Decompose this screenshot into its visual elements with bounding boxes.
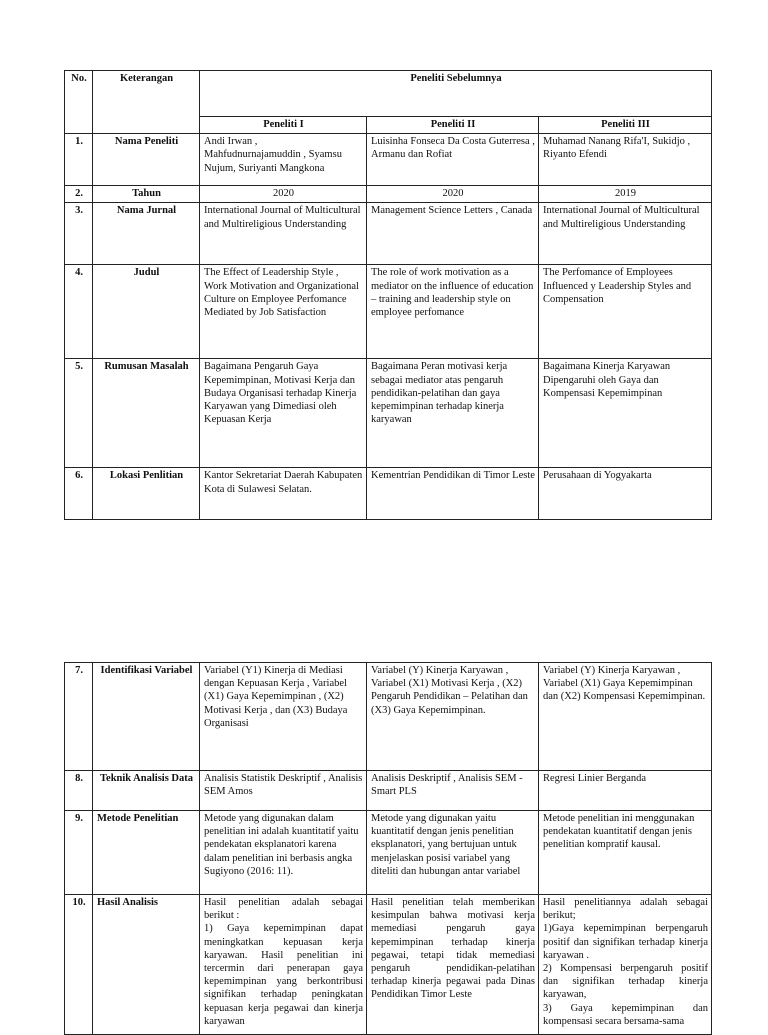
cell-peneliti-1: The Effect of Leadership Style , Work Motivation and Organizational Culture on Employee Perfomance Mediated by Job Satisfaction bbox=[200, 265, 367, 359]
cell-peneliti-3: Variabel (Y) Kinerja Karyawan , Variabel (X1) Gaya Kepemimpinan dan (X2) Kompensasi Kepemimpinan. bbox=[539, 663, 712, 771]
row-number: 5. bbox=[65, 359, 93, 468]
cell-peneliti-1: Variabel (Y1) Kinerja di Mediasi dengan Kepuasan Kerja , Variabel (X1) Gaya Kepemimpinan , (X2) Motivasi Kerja , dan (X3) Budaya Organisasi bbox=[200, 663, 367, 771]
table-row bbox=[65, 203, 712, 265]
table-row bbox=[65, 771, 712, 811]
row-number: 7. bbox=[65, 663, 93, 771]
row-number: 10. bbox=[65, 895, 93, 1035]
comparison-table-part-1 bbox=[64, 70, 712, 520]
cell-peneliti-3: Muhamad Nanang Rifa'I, Sukidjo , Riyanto Efendi bbox=[539, 134, 712, 186]
row-label: Identifikasi Variabel bbox=[93, 663, 200, 771]
cell-peneliti-2: Management Science Letters , Canada bbox=[367, 203, 539, 265]
row-label: Lokasi Penlitian bbox=[93, 468, 200, 520]
cell-peneliti-1: Andi Irwan , Mahfudnurnajamuddin , Syamsu Nujum, Suriyanti Mangkona bbox=[200, 134, 367, 186]
header-no: No. bbox=[65, 71, 93, 134]
cell-peneliti-2: Metode yang digunakan yaitu kuantitatif dengan jenis penelitian eksplanatori, yang bertujuan untuk menjelaskan posisi variabel yang diteliti dan hubungan antar variabel bbox=[367, 811, 539, 895]
table-row bbox=[65, 895, 712, 1035]
cell-peneliti-1: Analisis Statistik Deskriptif , Analisis SEM Amos bbox=[200, 771, 367, 811]
cell-peneliti-2: The role of work motivation as a mediator on the influence of education – training and leadership style on employee perfomance bbox=[367, 265, 539, 359]
table-row bbox=[65, 265, 712, 359]
cell-peneliti-1: Hasil penelitian adalah sebagai berikut : 1) Gaya kepemimpinan dapat meningkatkan kepuasan kerja karyawan. Hasil penelitian ini tercermin dari penerapan gaya kepemimpinan yang berkontribusi signifikan terhadap peningkatan kepuasan kerja pegawai dan kinerja karyawan bbox=[200, 895, 367, 1035]
header-peneliti-1: Peneliti I bbox=[200, 117, 367, 134]
cell-peneliti-3: Perusahaan di Yogyakarta bbox=[539, 468, 712, 520]
cell-peneliti-2: Bagaimana Peran motivasi kerja sebagai mediator atas pengaruh pendidikan-pelatihan dan gaya kepemimpinan terhadap kinerja karyawan bbox=[367, 359, 539, 468]
row-label: Nama Jurnal bbox=[93, 203, 200, 265]
cell-peneliti-3: International Journal of Multicultural and Multireligious Understanding bbox=[539, 203, 712, 265]
table-row bbox=[65, 134, 712, 186]
cell-peneliti-1: Metode yang digunakan dalam penelitian ini adalah kuantitatif yaitu pendekatan eksplanatori karena dalam penelitian ini berbasis angka Sugiyono (2016: 11). bbox=[200, 811, 367, 895]
row-number: 2. bbox=[65, 186, 93, 203]
row-label: Teknik Analisis Data bbox=[93, 771, 200, 811]
header-row-top bbox=[65, 71, 712, 117]
header-peneliti-2: Peneliti II bbox=[367, 117, 539, 134]
header-peneliti-sebelumnya: Peneliti Sebelumnya bbox=[200, 71, 712, 117]
cell-peneliti-3: The Perfomance of Employees Influenced y Leadership Styles and Compensation bbox=[539, 265, 712, 359]
row-label: Nama Peneliti bbox=[93, 134, 200, 186]
cell-peneliti-3: 2019 bbox=[539, 186, 712, 203]
row-label: Tahun bbox=[93, 186, 200, 203]
row-label: Rumusan Masalah bbox=[93, 359, 200, 468]
table-row bbox=[65, 186, 712, 203]
cell-peneliti-2: Analisis Deskriptif , Analisis SEM - Smart PLS bbox=[367, 771, 539, 811]
cell-peneliti-3: Metode penelitian ini menggunakan pendekatan kuantitatif dengan jenis penelitian kompratif kausal. bbox=[539, 811, 712, 895]
row-label: Metode Penelitian bbox=[93, 811, 200, 895]
header-peneliti-3: Peneliti III bbox=[539, 117, 712, 134]
comparison-table-part-2 bbox=[64, 662, 712, 1035]
row-number: 8. bbox=[65, 771, 93, 811]
cell-peneliti-2: Hasil penelitian telah memberikan kesimpulan bahwa motivasi kerja memediasi pengaruh gaya kepemimpinan terhadap kinerja pegawai, tetapi tidak memediasi pengaruh pendidikan-pelatihan terhadap kinerja pegawai pada Dinas Pendidikan Timor Leste bbox=[367, 895, 539, 1035]
cell-peneliti-2: Luisinha Fonseca Da Costa Guterresa , Armanu dan Rofiat bbox=[367, 134, 539, 186]
cell-peneliti-2: Kementrian Pendidikan di Timor Leste bbox=[367, 468, 539, 520]
table-row bbox=[65, 359, 712, 468]
row-number: 6. bbox=[65, 468, 93, 520]
row-label: Hasil Analisis bbox=[93, 895, 200, 1035]
row-number: 3. bbox=[65, 203, 93, 265]
cell-peneliti-1: International Journal of Multicultural and Multireligious Understanding bbox=[200, 203, 367, 265]
table-row bbox=[65, 811, 712, 895]
row-number: 4. bbox=[65, 265, 93, 359]
cell-peneliti-3: Regresi Linier Berganda bbox=[539, 771, 712, 811]
cell-peneliti-3: Hasil penelitiannya adalah sebagai berikut; 1)Gaya kepemimpinan berpengaruh positif dan signifikan terhadap kinerja karyawan . 2) Kompensasi berpengaruh positif dan signifikan terhadap kinerja karyawan, 3) Gaya kepemimpinan dan kompensasi secara bersama-sama bbox=[539, 895, 712, 1035]
row-number: 9. bbox=[65, 811, 93, 895]
cell-peneliti-1: Bagaimana Pengaruh Gaya Kepemimpinan, Motivasi Kerja dan Budaya Organisasi terhadap Kinerja Karyawan yang Dimediasi oleh Kepuasan Kerja bbox=[200, 359, 367, 468]
cell-peneliti-1: 2020 bbox=[200, 186, 367, 203]
cell-peneliti-2: Variabel (Y) Kinerja Karyawan , Variabel (X1) Motivasi Kerja , (X2) Pengaruh Pendidikan – Pelatihan dan (X3) Gaya Kepemimpinan. bbox=[367, 663, 539, 771]
table-row bbox=[65, 663, 712, 771]
row-label: Judul bbox=[93, 265, 200, 359]
header-keterangan: Keterangan bbox=[93, 71, 200, 134]
cell-peneliti-3: Bagaimana Kinerja Karyawan Dipengaruhi oleh Gaya dan Kompensasi Kepemimpinan bbox=[539, 359, 712, 468]
table-row bbox=[65, 468, 712, 520]
cell-peneliti-1: Kantor Sekretariat Daerah Kabupaten Kota di Sulawesi Selatan. bbox=[200, 468, 367, 520]
row-number: 1. bbox=[65, 134, 93, 186]
cell-peneliti-2: 2020 bbox=[367, 186, 539, 203]
